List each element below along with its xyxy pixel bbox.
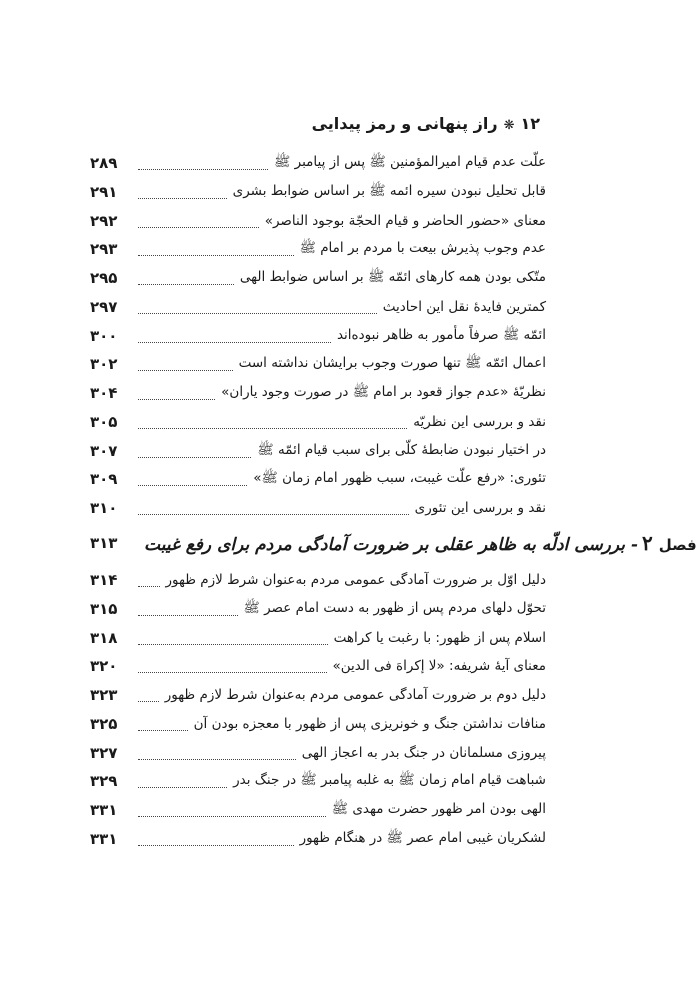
- toc-entry-title: دلیل اوّل بر ضرورت آمادگی عمومی مردم به‌عنوان شرط لازم ظهور: [165, 572, 546, 588]
- toc-entry-title: ائمّه ﷺ صرفاً مأمور به ظاهر نبوده‌اند: [336, 327, 546, 343]
- toc-entry[interactable]: [90, 179, 546, 205]
- toc-entry[interactable]: [90, 323, 546, 349]
- dot-leader: [138, 804, 326, 817]
- toc-entry-title: نقد و بررسی این نظریّه: [413, 414, 546, 430]
- book-title: راز پنهانی و رمز پیدایی: [311, 114, 498, 133]
- dot-leader: [138, 833, 294, 846]
- star-separator-icon: ❋: [503, 118, 515, 133]
- dot-leader: [138, 215, 259, 228]
- toc-entry[interactable]: [90, 265, 546, 291]
- dot-leader: [138, 574, 160, 587]
- toc-entry[interactable]: [90, 826, 546, 852]
- toc-page-number: ۲۹۱: [90, 183, 118, 201]
- toc-chapter-heading[interactable]: [90, 526, 697, 560]
- toc-page-number: ۲۹۳: [90, 240, 118, 258]
- toc-entry-title: لشکریان غیبی امام عصر ﷺ در هنگام ظهور: [299, 830, 546, 846]
- toc-page-number: ۳۲۷: [90, 744, 118, 762]
- toc-entry-title: معنای «حضور الحاضر و قیام الحجّة بوجود الناصر»: [264, 213, 546, 229]
- toc-page-number: ۲۹۵: [90, 269, 118, 287]
- dot-leader: [138, 358, 233, 371]
- dot-leader: [138, 775, 227, 788]
- toc-entry[interactable]: [90, 409, 546, 435]
- toc-page-number: ۳۱۳: [90, 534, 118, 552]
- page-number: ۱۲: [520, 114, 540, 133]
- toc-entry[interactable]: [90, 438, 546, 464]
- toc-entry[interactable]: [90, 653, 546, 679]
- toc-entry-title: عدم وجوب پذیرش بیعت با مردم بر امام ﷺ: [299, 240, 546, 256]
- toc-entry[interactable]: [90, 797, 546, 823]
- dot-leader: [138, 301, 377, 314]
- toc-entry-title: در اختیار نبودن ضابطهٔ کلّی برای سبب قیام ائمّه ﷺ: [257, 442, 546, 458]
- chapter-label: فصل: [658, 536, 697, 554]
- dot-leader: [138, 186, 227, 199]
- toc-page-number: ۲۹۷: [90, 298, 118, 316]
- toc-page-number: ۳۱۸: [90, 629, 118, 647]
- dot-leader: [138, 747, 296, 760]
- dot-leader: [138, 157, 268, 170]
- toc-entry[interactable]: [90, 495, 546, 521]
- toc-entry-title: کمترین فایدهٔ نقل این احادیث: [382, 299, 546, 315]
- toc-entry[interactable]: [90, 466, 546, 492]
- toc-page-number: ۳۰۴: [90, 384, 118, 402]
- dot-leader: [138, 689, 159, 702]
- toc-entry-title: نظریّهٔ «عدم جواز قعود بر امام ﷺ در صورت وجود یاران»: [221, 384, 546, 400]
- dot-leader: [138, 416, 407, 429]
- dot-leader: [138, 473, 247, 486]
- toc-entry[interactable]: [90, 596, 546, 622]
- dot-leader: [138, 502, 409, 515]
- dot-leader: [138, 330, 331, 343]
- toc-entry[interactable]: [90, 625, 546, 651]
- toc-entry-title: قابل تحلیل نبودن سیره ائمه ﷺ بر اساس ضوابط بشری: [232, 183, 546, 199]
- toc-page-number: ۲۸۹: [90, 154, 118, 172]
- toc-page-number: ۳۰۹: [90, 470, 118, 488]
- toc-page-number: ۳۰۰: [90, 327, 118, 345]
- toc-entry[interactable]: [90, 740, 546, 766]
- dot-leader: [138, 445, 251, 458]
- toc-entry[interactable]: [90, 380, 546, 406]
- toc-page-number: ۳۱۴: [90, 571, 118, 589]
- toc-page-number: ۳۱۵: [90, 600, 118, 618]
- toc-page-number: ۳۳۱: [90, 830, 118, 848]
- toc-entry[interactable]: [90, 208, 546, 234]
- toc-page-number: ۳۲۹: [90, 772, 118, 790]
- toc-page-number: ۳۲۰: [90, 657, 118, 675]
- toc-entry-title: دلیل دوم بر ضرورت آمادگی عمومی مردم به‌عنوان شرط لازم ظهور: [164, 687, 546, 703]
- toc-entry-title: پیروزی مسلمانان در جنگ بدر به اعجاز الهی: [301, 745, 546, 761]
- toc-page-number: ۳۰۵: [90, 413, 118, 431]
- dot-leader: [138, 272, 234, 285]
- toc-page-number: ۲۹۲: [90, 212, 118, 230]
- toc-entry-title: معنای آیهٔ شریفه: «لا إکراهَ فی الدین»: [332, 658, 546, 674]
- dot-leader: [138, 660, 327, 673]
- dot-leader: [138, 632, 328, 645]
- toc-page-number: ۳۰۲: [90, 355, 118, 373]
- dot-leader: [138, 718, 188, 731]
- toc-entry[interactable]: [90, 351, 546, 377]
- chapter-title: - بررسی ادلّه به ظاهر عقلی بر ضرورت آمادگی مردم برای رفع غیبت: [144, 535, 638, 555]
- toc-entry-title: تئوری: «رفع علّت غیبت، سبب ظهور امام زمان ﷺ»: [253, 470, 546, 486]
- toc-entry-title: علّت عدم قیام امیرالمؤمنین ﷺ پس از پیامبر ﷺ: [274, 154, 546, 170]
- toc-entry[interactable]: [90, 768, 546, 794]
- toc-entry-title: منافات نداشتن جنگ و خونریزی پس از ظهور با معجزه بودن آن: [193, 716, 546, 732]
- toc-entry-title: شباهت قیام امام زمان ﷺ به غلبه پیامبر ﷺ در جنگ بدر: [233, 772, 546, 788]
- toc-entry[interactable]: [90, 567, 546, 593]
- toc-entry[interactable]: [90, 294, 546, 320]
- toc-page-number: ۳۱۰: [90, 499, 118, 517]
- dot-leader: [138, 387, 215, 400]
- toc-entry[interactable]: [90, 682, 546, 708]
- toc-entry[interactable]: [90, 711, 546, 737]
- toc-entry-title: الهی بودن امر ظهور حضرت مهدی ﷺ: [331, 801, 546, 817]
- chapter-number: ۲: [641, 531, 653, 555]
- dot-leader: [138, 603, 238, 616]
- toc-entry[interactable]: [90, 236, 546, 262]
- toc-page-number: ۳۰۷: [90, 442, 118, 460]
- toc-entry-title: متّکی بودن همه کارهای ائمّه ﷺ بر اساس ضوابط الهی: [239, 269, 546, 285]
- toc-entry-title: اعمال ائمّه ﷺ تنها صورت وجوب برایشان نداشته است: [238, 355, 546, 371]
- chapter-title-group: [144, 531, 697, 555]
- toc-page-number: ۳۲۵: [90, 715, 118, 733]
- toc-entry-title: تحوّل دلهای مردم پس از ظهور به دست امام عصر ﷺ: [243, 600, 546, 616]
- toc-entry-title: نقد و بررسی این تئوری: [414, 500, 546, 516]
- toc-entry[interactable]: [90, 150, 546, 176]
- running-header: [160, 114, 540, 133]
- dot-leader: [138, 243, 294, 256]
- toc-entry-title: اسلام پس از ظهور: با رغبت یا کراهت: [333, 630, 546, 646]
- toc-page-number: ۳۳۱: [90, 801, 118, 819]
- toc-page-number: ۳۲۳: [90, 686, 118, 704]
